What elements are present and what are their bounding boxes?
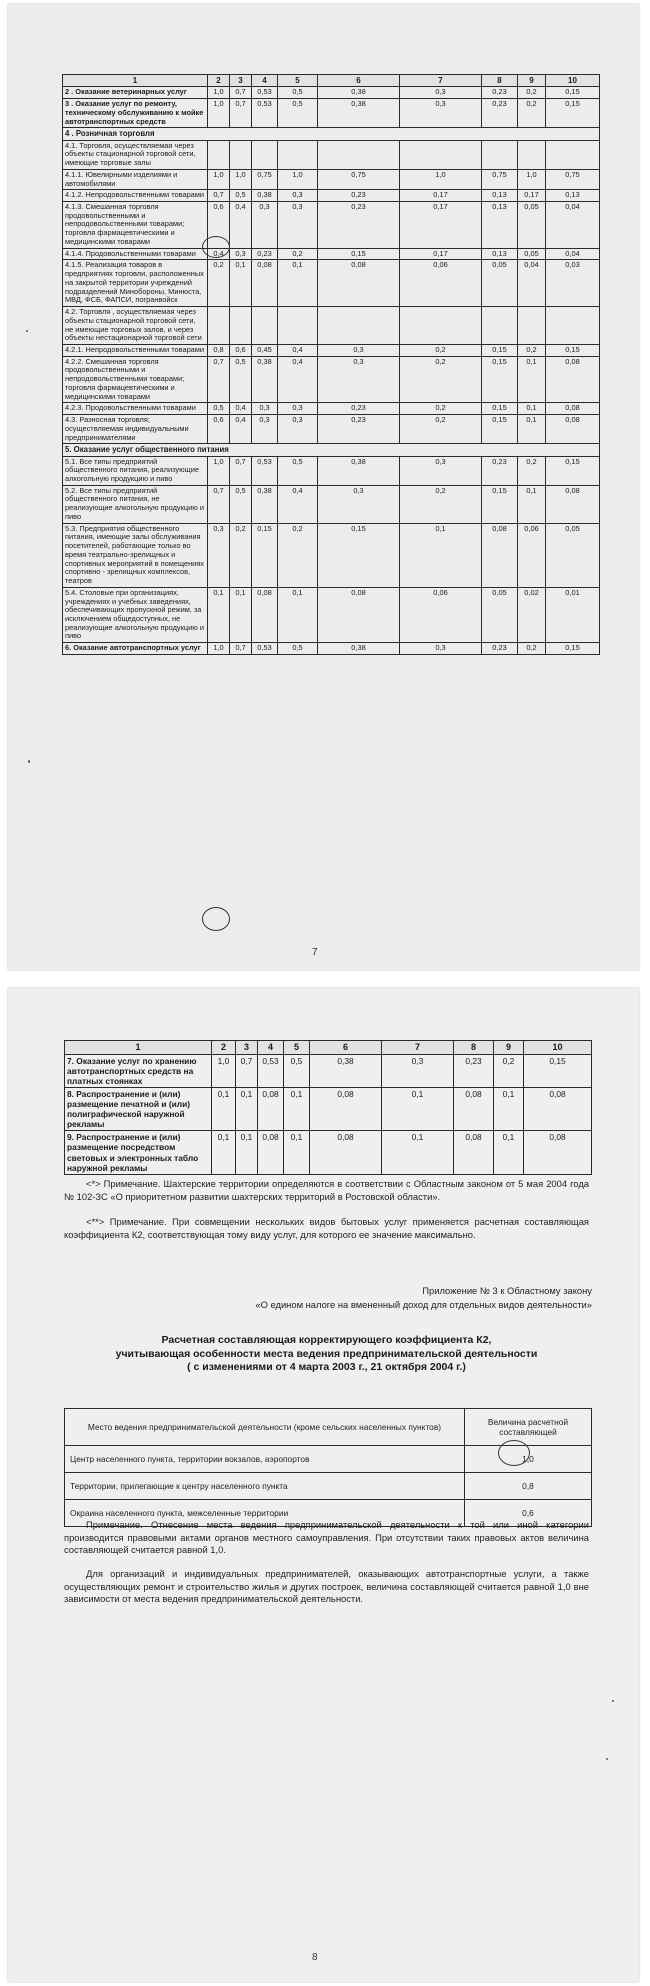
value-cell: 0,7 [208, 485, 230, 523]
value-cell: 0,1 [284, 1088, 310, 1131]
row-label: 3 . Оказание услуг по ремонту, техническому обслуживанию к мойке автотранспортных средств [63, 99, 208, 128]
table-row [63, 643, 600, 655]
place-cell: Окраина населенного пункта, межселенные территории [65, 1500, 465, 1527]
value-cell: 0,15 [318, 248, 400, 260]
value-cell: 0,1 [518, 485, 546, 523]
value-cell: 0,23 [318, 403, 400, 415]
row-label: 5.2. Все типы предприятий общественного питания, не реализующие алкогольную продукцию и пиво [63, 485, 208, 523]
coefficient-table-page-8 [64, 1040, 592, 1175]
row-label: 9. Распространение и (или) размещение посредством световых и электронных табло наружной рекламы [65, 1131, 212, 1174]
value-cell: 0,08 [252, 587, 278, 642]
row-label: 4.2. Торговля , осуществляемая через объекты стационарной торговой сети, не имеющие торговых залов, и через объекты нестационарной торговой сети [63, 307, 208, 345]
row-label: 4.1.5. Реализация товаров в предприятиях торговли, расположенных на закрытой территории учреждений подразделений Минобороны, Минюста, МВД, ФСБ, ФАПСИ, погранвойск [63, 260, 208, 307]
value-cell: 0,08 [454, 1131, 494, 1174]
value-cell: 0,53 [252, 456, 278, 485]
value-cell: 0,3 [318, 344, 400, 356]
value-cell: 0,3 [400, 99, 482, 128]
value-cell: 0,15 [546, 99, 600, 128]
row-label: 4.1.2. Непродовольственными товарами [63, 190, 208, 202]
row-label: 4.2.2. Смешанная торговля продовольственными и непродовольственными товарами; торговля фармацевтическими и медицинскими товарами [63, 356, 208, 403]
value-cell: 0,5 [208, 403, 230, 415]
header-cell: 9 [518, 75, 546, 87]
value-cell: 0,7 [208, 356, 230, 403]
value-cell: 0,23 [252, 248, 278, 260]
scan-speck [612, 1700, 614, 1702]
value-cell: 0,53 [252, 99, 278, 128]
value-cell: 0,38 [252, 356, 278, 403]
value-cell: 0,6 [208, 415, 230, 444]
header-value: Величина расчетной составляющей [465, 1409, 592, 1446]
row-label: 4.1.1. Ювелирными изделиями и автомобилями [63, 169, 208, 189]
value-cell: 0,3 [400, 87, 482, 99]
row-label: 7. Оказание услуг по хранению автотранспортных средств на платных стоянках [65, 1054, 212, 1087]
value-cell: 0,2 [518, 643, 546, 655]
value-cell: 0,4 [278, 485, 318, 523]
header-cell: 8 [454, 1041, 494, 1055]
section-title: 4 . Розничная торговля [63, 128, 600, 140]
value-cell: 0,03 [546, 260, 600, 307]
value-cell: 0,5 [278, 643, 318, 655]
hand-drawn-circle [498, 1440, 530, 1466]
value-cell: 0,5 [230, 485, 252, 523]
value-cell: 0,13 [482, 190, 518, 202]
table-row [63, 523, 600, 587]
value-cell: 0,08 [546, 485, 600, 523]
value-cell: 0,08 [318, 587, 400, 642]
value-cell: 0,53 [258, 1054, 284, 1087]
value-cell: 0,4 [230, 403, 252, 415]
value-cell: 0,2 [400, 485, 482, 523]
value-cell: 0,1 [382, 1088, 454, 1131]
value-cell: 0,15 [482, 403, 518, 415]
value-cell: 0,3 [278, 403, 318, 415]
header-cell: 10 [546, 75, 600, 87]
value-cell: 0,13 [482, 201, 518, 248]
value-cell: 0,38 [318, 99, 400, 128]
value-cell: 1,0 [278, 169, 318, 189]
header-cell: 5 [284, 1041, 310, 1055]
appendix-line: Приложение № 3 к Областному закону [422, 1285, 592, 1296]
table-row [65, 1473, 592, 1500]
value-cell: 0,8 [465, 1473, 592, 1500]
value-cell: 0,3 [252, 201, 278, 248]
value-cell: 0,7 [230, 99, 252, 128]
value-cell: 0,53 [252, 87, 278, 99]
value-cell: 0,7 [230, 87, 252, 99]
value-cell: 0,23 [482, 643, 518, 655]
value-cell: 1,0 [465, 1446, 592, 1473]
value-cell: 0,4 [278, 344, 318, 356]
value-cell [482, 140, 518, 169]
value-cell: 0,04 [546, 248, 600, 260]
value-cell: 0,15 [546, 87, 600, 99]
value-cell: 0,23 [318, 201, 400, 248]
value-cell: 0,2 [208, 260, 230, 307]
value-cell: 0,15 [546, 344, 600, 356]
value-cell: 0,3 [318, 485, 400, 523]
value-cell: 0,2 [230, 523, 252, 587]
value-cell: 0,2 [494, 1054, 524, 1087]
header-place: Место ведения предпринимательской деятельности (кроме сельских населенных пунктов) [65, 1409, 465, 1446]
value-cell: 0,06 [400, 587, 482, 642]
section-title: 5. Оказание услуг общественного питания [63, 444, 600, 456]
value-cell: 0,4 [278, 356, 318, 403]
value-cell: 0,1 [212, 1088, 236, 1131]
table-row [65, 1131, 592, 1174]
value-cell: 0,08 [258, 1131, 284, 1174]
value-cell [482, 307, 518, 345]
value-cell: 0,15 [252, 523, 278, 587]
value-cell: 0,08 [258, 1088, 284, 1131]
row-label: 4.1.4. Продовольственными товарами [63, 248, 208, 260]
value-cell: 0,4 [208, 248, 230, 260]
header-cell: 6 [318, 75, 400, 87]
row-label: 4.2.1. Непродовольственными товарами [63, 344, 208, 356]
value-cell: 0,7 [236, 1054, 258, 1087]
value-cell: 0,1 [400, 523, 482, 587]
value-cell: 0,2 [400, 403, 482, 415]
value-cell [230, 140, 252, 169]
table-row [63, 260, 600, 307]
value-cell: 0,08 [546, 403, 600, 415]
value-cell: 0,05 [518, 201, 546, 248]
table-row [63, 403, 600, 415]
value-cell: 0,1 [284, 1131, 310, 1174]
scan-speck [26, 330, 28, 332]
value-cell: 0,38 [252, 485, 278, 523]
value-cell: 0,23 [318, 415, 400, 444]
value-cell: 0,5 [284, 1054, 310, 1087]
value-cell: 0,1 [230, 587, 252, 642]
header-cell: 3 [236, 1041, 258, 1055]
value-cell: 0,3 [252, 415, 278, 444]
value-cell: 0,08 [454, 1088, 494, 1131]
value-cell: 0,08 [524, 1131, 592, 1174]
value-cell [518, 140, 546, 169]
location-coefficient-table [64, 1408, 592, 1527]
table-row [63, 248, 600, 260]
value-cell: 0,3 [318, 356, 400, 403]
header-cell: 2 [208, 75, 230, 87]
value-cell: 0,06 [400, 260, 482, 307]
value-cell: 0,23 [482, 87, 518, 99]
value-cell: 0,8 [208, 344, 230, 356]
row-label: 4.3. Разносная торговля; осуществляемая индивидуальными предпринимателями [63, 415, 208, 444]
value-cell: 0,08 [310, 1131, 382, 1174]
value-cell: 0,08 [252, 260, 278, 307]
table-header-row [63, 75, 600, 87]
value-cell: 0,1 [382, 1131, 454, 1174]
appendix-line: «О едином налоге на вмененный доход для отдельных видов деятельности» [255, 1298, 592, 1310]
table-row [63, 307, 600, 345]
value-cell: 0,1 [278, 260, 318, 307]
row-label: 8. Распространение и (или) размещение печатной и (или) полиграфической наружной рекламы [65, 1088, 212, 1131]
value-cell: 0,38 [252, 190, 278, 202]
value-cell [400, 307, 482, 345]
value-cell: 0,01 [546, 587, 600, 642]
table-row [65, 1054, 592, 1087]
page-number: 7 [312, 947, 318, 958]
value-cell: 1,0 [400, 169, 482, 189]
value-cell: 0,2 [518, 344, 546, 356]
value-cell: 0,53 [252, 643, 278, 655]
value-cell: 0,5 [278, 87, 318, 99]
value-cell [208, 140, 230, 169]
place-cell: Центр населенного пункта, территории вокзалов, аэропортов [65, 1446, 465, 1473]
value-cell: 0,08 [310, 1088, 382, 1131]
value-cell: 0,38 [310, 1054, 382, 1087]
row-label: 4.1. Торговля, осуществляемая через объекты стационарной торговой сети, имеющие торговые залы [63, 140, 208, 169]
header-cell: 7 [382, 1041, 454, 1055]
row-label: 4.1.3. Смешанная торговля продовольственными и непродовольственными товарами; торговля фармацевтическими и медицинскими товарами [63, 201, 208, 248]
value-cell: 0,04 [518, 260, 546, 307]
row-label: 6. Оказание автотранспортных услуг [63, 643, 208, 655]
value-cell: 0,3 [278, 190, 318, 202]
value-cell: 0,04 [546, 201, 600, 248]
header-cell: 10 [524, 1041, 592, 1055]
value-cell: 1,0 [212, 1054, 236, 1087]
value-cell: 0,3 [400, 643, 482, 655]
table-body [65, 1041, 592, 1175]
value-cell: 0,1 [518, 415, 546, 444]
hand-drawn-circle [202, 907, 230, 931]
value-cell: 0,6 [208, 201, 230, 248]
footnote-location: Примечание. Отнесение места ведения предпринимательской деятельности к той или иной категории производится правовыми актами органов местного самоуправления. При отсутствии таких правовых актов величина составляющей считается равной 1,0. [64, 1519, 589, 1556]
appendix-heading [255, 1284, 592, 1311]
value-cell: 0,2 [400, 344, 482, 356]
value-cell: 1,0 [208, 456, 230, 485]
row-label: 5.4. Столовые при организациях, учреждениях и учебных заведениях, обеспечивающих пропускной режим, за исключением общедоступных, не реализующие алкогольную продукцию и пиво [63, 587, 208, 642]
value-cell: 0,15 [482, 415, 518, 444]
table-row [63, 485, 600, 523]
table-row [63, 415, 600, 444]
table-row [63, 190, 600, 202]
value-cell: 0,7 [208, 190, 230, 202]
header-cell: 4 [252, 75, 278, 87]
scan-speck [28, 760, 30, 763]
value-cell: 0,05 [482, 260, 518, 307]
value-cell: 0,08 [482, 523, 518, 587]
value-cell: 0,5 [230, 190, 252, 202]
table-row [63, 456, 600, 485]
table-row [63, 169, 600, 189]
value-cell: 0,15 [546, 456, 600, 485]
value-cell: 0,2 [278, 248, 318, 260]
place-cell: Территории, прилегающие к центру населенного пункта [65, 1473, 465, 1500]
value-cell: 1,0 [208, 169, 230, 189]
value-cell: 0,13 [546, 190, 600, 202]
value-cell: 0,1 [494, 1131, 524, 1174]
footnote-transport: Для организаций и индивидуальных предпринимателей, оказывающих автотранспортные услуги, а также осуществляющих ремонт и строительство жилья и других построек, величина составляющей считается равной 1,0 вне зависимости от места ведения предпринимательской деятельности. [64, 1568, 589, 1605]
value-cell: 0,5 [230, 356, 252, 403]
value-cell: 0,75 [318, 169, 400, 189]
value-cell: 0,17 [400, 201, 482, 248]
value-cell: 0,23 [454, 1054, 494, 1087]
header-cell: 2 [212, 1041, 236, 1055]
value-cell: 0,15 [482, 344, 518, 356]
value-cell: 0,3 [400, 456, 482, 485]
value-cell [546, 307, 600, 345]
value-cell: 0,15 [482, 356, 518, 403]
table-body [63, 75, 600, 655]
row-label: 5.3. Предприятия общественного питания, имеющие залы обслуживания посетителей, работающие только во время театрально-зрелищных и спортивных мероприятий в помещениях спортивно - зрелищных комплексов, театров [63, 523, 208, 587]
header-cell: 5 [278, 75, 318, 87]
value-cell: 0,5 [278, 99, 318, 128]
table-row [63, 140, 600, 169]
value-cell: 0,1 [278, 587, 318, 642]
header-cell: 1 [63, 75, 208, 87]
table-row [63, 201, 600, 248]
value-cell: 0,75 [546, 169, 600, 189]
value-cell: 0,2 [400, 356, 482, 403]
table-title [64, 1334, 589, 1375]
value-cell: 0,6 [465, 1500, 592, 1527]
table-row [63, 99, 600, 128]
value-cell: 0,3 [252, 403, 278, 415]
value-cell: 0,1 [518, 403, 546, 415]
title-line: Расчетная составляющая корректирующего коэффициента К2, [161, 1334, 492, 1346]
value-cell: 0,75 [482, 169, 518, 189]
value-cell: 1,0 [230, 169, 252, 189]
header-cell: 6 [310, 1041, 382, 1055]
note-mining-territories: <*> Примечание. Шахтерские территории определяются в соответствии с Областным законом от 5 мая 2004 года № 102-ЗС «О приоритетном развитии шахтерских территорий в Ростовской области». [64, 1178, 589, 1202]
value-cell: 0,3 [382, 1054, 454, 1087]
value-cell: 0,45 [252, 344, 278, 356]
value-cell: 0,38 [318, 456, 400, 485]
value-cell [278, 307, 318, 345]
row-label: 2 . Оказание ветеринарных услуг [63, 87, 208, 99]
value-cell [546, 140, 600, 169]
value-cell: 0,4 [230, 201, 252, 248]
value-cell: 1,0 [208, 643, 230, 655]
value-cell: 0,4 [230, 415, 252, 444]
value-cell: 0,2 [518, 99, 546, 128]
value-cell [318, 140, 400, 169]
value-cell: 0,3 [278, 415, 318, 444]
note-combined-services: <**> Примечание. При совмещении нескольких видов бытовых услуг применяется расчетная составляющая коэффициента К2, соответствующая тому виду услуг, для которого ее значение максимально. [64, 1216, 589, 1240]
value-cell: 1,0 [208, 87, 230, 99]
value-cell [400, 140, 482, 169]
title-line: учитывающая особенности места ведения предпринимательской деятельности [115, 1347, 538, 1360]
hand-drawn-circle [202, 236, 230, 258]
value-cell: 0,05 [518, 248, 546, 260]
section-row [63, 128, 600, 140]
table-header-row [65, 1041, 592, 1055]
value-cell: 0,13 [482, 248, 518, 260]
scan-speck [606, 1758, 608, 1760]
value-cell: 0,6 [230, 344, 252, 356]
value-cell: 0,1 [230, 260, 252, 307]
header-cell: 4 [258, 1041, 284, 1055]
value-cell [278, 140, 318, 169]
row-label: 5.1. Все типы предприятий общественного питания, реализующие алкогольную продукцию и пиво [63, 456, 208, 485]
value-cell [318, 307, 400, 345]
value-cell: 0,05 [482, 587, 518, 642]
value-cell: 0,1 [236, 1131, 258, 1174]
value-cell: 0,02 [518, 587, 546, 642]
value-cell: 0,1 [494, 1088, 524, 1131]
value-cell: 0,2 [278, 523, 318, 587]
section-row [63, 444, 600, 456]
coefficient-table-page-7 [62, 74, 600, 655]
value-cell: 0,17 [400, 190, 482, 202]
value-cell: 0,08 [546, 356, 600, 403]
value-cell: 0,3 [208, 523, 230, 587]
header-cell: 1 [65, 1041, 212, 1055]
row-label: 4.2.3. Продовольственными товарами [63, 403, 208, 415]
value-cell [518, 307, 546, 345]
value-cell [252, 140, 278, 169]
value-cell: 0,23 [482, 456, 518, 485]
title-line: ( с изменениями от 4 марта 2003 г., 21 октября 2004 г.) [187, 1361, 466, 1374]
value-cell: 0,15 [318, 523, 400, 587]
value-cell: 0,23 [482, 99, 518, 128]
value-cell: 0,1 [212, 1131, 236, 1174]
value-cell: 0,08 [524, 1088, 592, 1131]
value-cell: 0,23 [318, 190, 400, 202]
value-cell: 0,3 [230, 248, 252, 260]
value-cell: 0,38 [318, 643, 400, 655]
value-cell: 0,7 [230, 643, 252, 655]
value-cell: 0,2 [518, 456, 546, 485]
value-cell: 0,7 [230, 456, 252, 485]
value-cell: 0,08 [318, 260, 400, 307]
value-cell: 1,0 [208, 99, 230, 128]
table-row [63, 87, 600, 99]
value-cell: 0,3 [278, 201, 318, 248]
value-cell: 0,1 [518, 356, 546, 403]
value-cell [230, 307, 252, 345]
value-cell [252, 307, 278, 345]
table-row [63, 344, 600, 356]
value-cell: 0,1 [236, 1088, 258, 1131]
value-cell: 0,15 [546, 643, 600, 655]
header-cell: 7 [400, 75, 482, 87]
header-cell: 8 [482, 75, 518, 87]
value-cell: 1,0 [518, 169, 546, 189]
page-number: 8 [312, 1952, 318, 1963]
value-cell: 0,05 [546, 523, 600, 587]
table-row [65, 1088, 592, 1131]
header-cell: 9 [494, 1041, 524, 1055]
header-cell: 3 [230, 75, 252, 87]
value-cell: 0,15 [524, 1054, 592, 1087]
value-cell [208, 307, 230, 345]
value-cell: 0,17 [400, 248, 482, 260]
table-row [63, 587, 600, 642]
value-cell: 0,2 [518, 87, 546, 99]
value-cell: 0,75 [252, 169, 278, 189]
value-cell: 0,17 [518, 190, 546, 202]
value-cell: 0,15 [482, 485, 518, 523]
value-cell: 0,38 [318, 87, 400, 99]
value-cell: 0,2 [400, 415, 482, 444]
table-row [63, 356, 600, 403]
value-cell: 0,1 [208, 587, 230, 642]
value-cell: 0,08 [546, 415, 600, 444]
value-cell: 0,06 [518, 523, 546, 587]
value-cell: 0,5 [278, 456, 318, 485]
